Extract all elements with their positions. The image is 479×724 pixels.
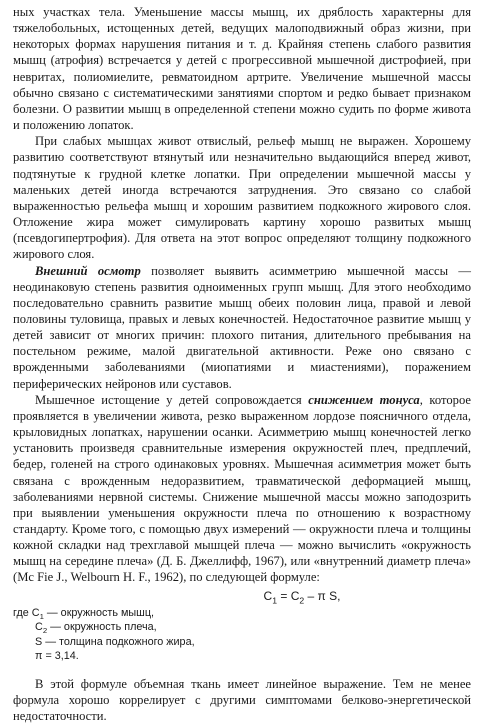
- tone-term: снижением тонуса: [308, 392, 420, 407]
- paragraph-4: [13, 392, 471, 586]
- paragraph-2: При слабых мышцах живот отвислый, рельеф мышц не выражен. Хорошему развитию соответствуют втянутый или незначительно выдающийся вперед живот, подтянутые к грудной клетке лопатки. При определении мышечной массы у маленьких детей иногда встречаются затруднения. Это связано со слабой выраженностью рельефа мышц и хорошим развитием подкожного жирового слоя. Отложение жира может симулировать картину хорошо развитых мышц (псевдогипертрофия). Для ответа на этот вопрос определяют толщину подкожного жирового слоя.: [13, 134, 471, 262]
- paragraph-4-start: Мышечное истощение у детей сопровождается: [35, 392, 309, 407]
- paragraph-3: [13, 263, 471, 392]
- legend-s: S — толщина подкожного жира,: [35, 635, 195, 648]
- legend-c1: где $C_1$ — окружность мышц,: [13, 606, 155, 621]
- legend-pi: π = 3,14.: [35, 650, 79, 663]
- paragraph-1: ных участках тела. Уменьшение массы мышц, их дряблость характерны для тяжелобольных, истощенных детей, ведущих малоподвижный образ жизни, при некоторых формах нарушения питания и т. д. Крайняя степень слабого развития мышц (атрофия) встречается у детей с прогрессивной мышечной дистрофией, при невритах, полиомиелите, ревматоидном артрите. Увеличение мышечной массы обычно связано с систематическими занятиями спортом и редко бывает признаком болезни. О развитии мышц в определенной степени можно судить по форме живота и положению лопаток.: [13, 5, 471, 133]
- formula-legend: [13, 606, 471, 664]
- inspection-term: Внешний осмотр: [35, 263, 141, 278]
- muscle-formula: $C_1 = C_2 - \pi$ S,: [263, 588, 341, 606]
- paragraph-5: В этой формуле объемная ткань имеет линейное выражение. Тем не менее формула хорошо коррелирует с другими симптомами белково-энергетической недостаточности.: [13, 677, 471, 724]
- paragraph-3-text: позволяет выявить асимметрию мышечной массы — неодинаковую степень развития одноименных групп мышц. Для этого необходимо последовательно сравнить развитие мышц обеих половин лица, правой и левой половины туловища, правых и левых конечностей. Недостаточное развитие мышц у детей зависит от многих причин: плохого питания, длительного пребывания на постельном режиме, малой двигательной активности. Реже оно связано с врожденными заболеваниями (миопатиями и миастениями), поражением периферических нейронов или суставов.: [13, 263, 472, 391]
- legend-c2: $C_2$ — окружность плеча,: [35, 621, 157, 636]
- paragraph-4-text: , которое проявляется в увеличении живота, резко выраженном лордозе поясничного отдела, крыловидных лопатках, нарушении осанки. Асимметрию мышц конечностей легко установить произведя сравнительные измерения окружностей плеч, предплечий, бедер, голеней на строго одинаковых уровнях. Мышечная асимметрия может быть связана с врожденным недоразвитием, травматической деформацией мышц, заболеваниями нервной системы. Снижение мышечной массы можно заподозрить при выявлении уменьшения окружности плеча по отношению к возрастному стандарту. Кроме того, с помощью двух измерений — окружности плеча и толщины кожной складки над трехглавой мышцей плеча — можно вычислить «окружность мышц на середине плеча» (Д. Б. Джеллифф, 1967), или «внутренний диаметр плеча» (Mc Fie J., Welbourn H. F., 1962), по следующей формуле:: [13, 392, 471, 585]
